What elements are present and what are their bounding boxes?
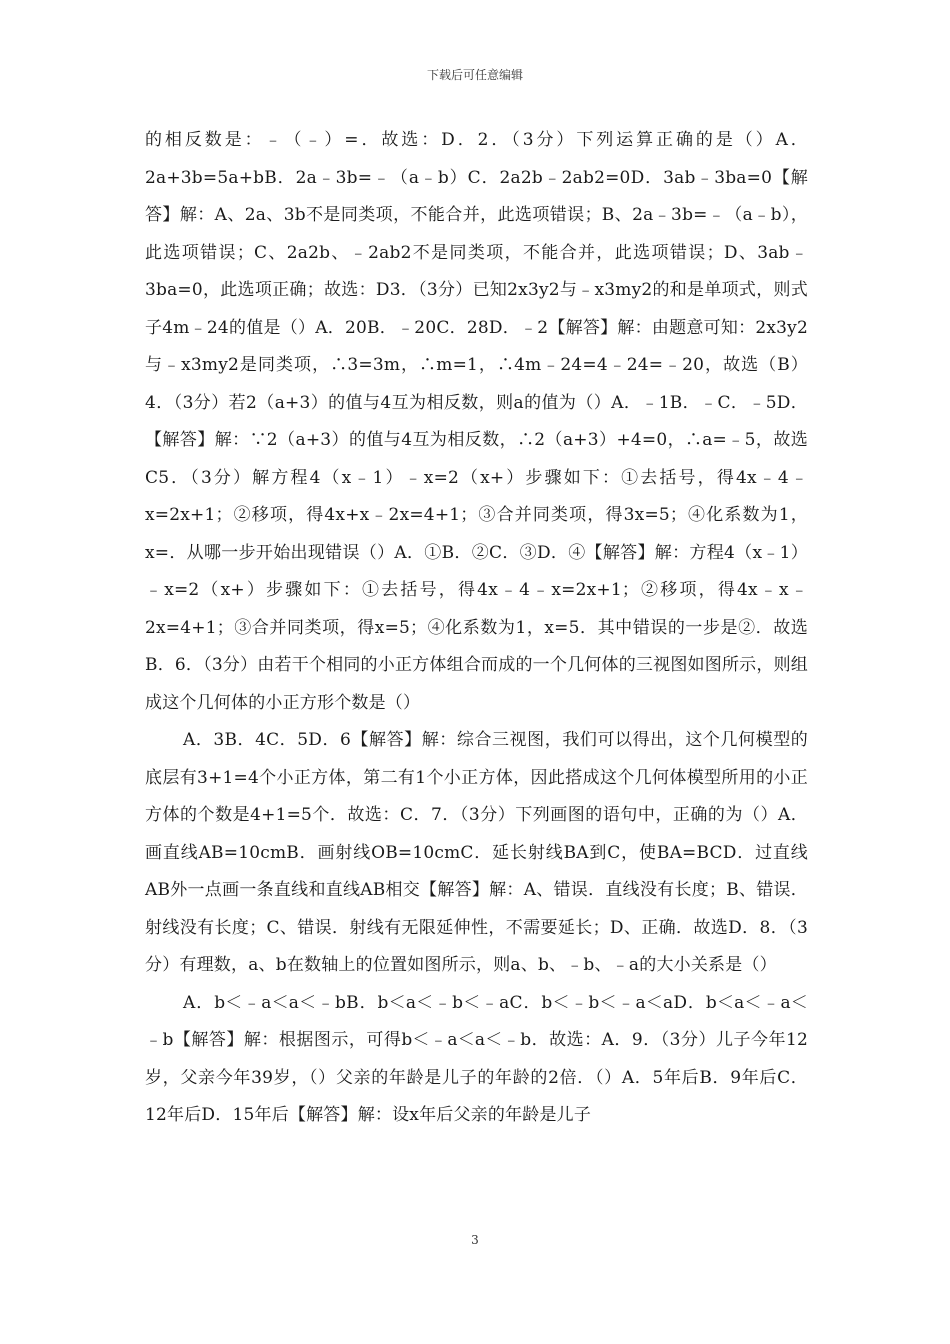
page-number: 3: [471, 1233, 479, 1247]
document-body: [145, 122, 808, 1135]
paragraph: A．3B．4C．5D．6【解答】解：综合三视图，我们可以得出，这个几何模型的底层有3+1=4个小正方体，第二有1个小正方体，因此搭成这个几何体模型所用的小正方体的个数是4+1=5个．故选：C．7．（3分）下列画图的语句中，正确的为（）A．画直线AB=10cmB．画射线OB=10cmC．延长射线BA到C，使BA=BCD．过直线AB外一点画一条直线和直线AB相交【解答】解：A、错误．直线没有长度；B、错误．射线没有长度；C、错误．射线有无限延伸性，不需要延长；D、正确．故选D．8．（3分）有理数，a、b在数轴上的位置如图所示，则a、b、﹣b、﹣a的大小关系是（）: [145, 730, 808, 975]
page-header: 下载后可任意编辑: [426, 68, 523, 82]
paragraph: A．b＜﹣a＜a＜﹣bB．b＜a＜﹣b＜﹣aC．b＜﹣b＜﹣a＜aD．b＜a＜﹣a＜﹣b【解答】解：根据图示，可得b＜﹣a＜a＜﹣b．故选：A．9．（3分）儿子今年12岁，父亲今年39岁，（）父亲的年龄是儿子的年龄的2倍．（）A．5年后B．9年后C．12年后D．15年后【解答】解：设x年后父亲的年龄是儿子: [145, 992, 808, 1125]
paragraph: 的相反数是：﹣（﹣）=．故选：D．2．（3分）下列运算正确的是（）A．2a+3b=5a+bB．2a﹣3b=﹣（a﹣b）C．2a2b﹣2ab2=0D．3ab﹣3ba=0【解答】解：A、2a、3b不是同类项，不能合并，此选项错误；B、2a﹣3b=﹣（a﹣b），此选项错误；C、2a2b、﹣2ab2不是同类项，不能合并，此选项错误；D、3ab﹣3ba=0，此选项正确；故选：D3．（3分）已知2x3y2与﹣x3my2的和是单项式，则式子4m﹣24的值是（）A．20B．﹣20C．28D．﹣2【解答】解：由题意可知：2x3y2与﹣x3my2是同类项，∴3=3m，∴m=1，∴4m﹣24=4﹣24=﹣20，故选（B）4．（3分）若2（a+3）的值与4互为相反数，则a的值为（）A．﹣1B．﹣C．﹣5D．【解答】解：∵2（a+3）的值与4互为相反数，∴2（a+3）+4=0，∴a=﹣5，故选C5．（3分）解方程4（x﹣1）﹣x=2（x+）步骤如下：①去括号，得4x﹣4﹣x=2x+1；②移项，得4x+x﹣2x=4+1；③合并同类项，得3x=5；④化系数为1，x=．从哪一步开始出现错误（）A．①B．②C．③D．④【解答】解：方程4（x﹣1）﹣x=2（x+）步骤如下：①去括号，得4x﹣4﹣x=2x+1；②移项，得4x﹣x﹣2x=4+1；③合并同类项，得x=5；④化系数为1，x=5．其中错误的一步是②．故选B．6．（3分）由若干个相同的小正方体组合而成的一个几何体的三视图如图所示，则组成这个几何体的小正方形个数是（）: [145, 130, 808, 713]
